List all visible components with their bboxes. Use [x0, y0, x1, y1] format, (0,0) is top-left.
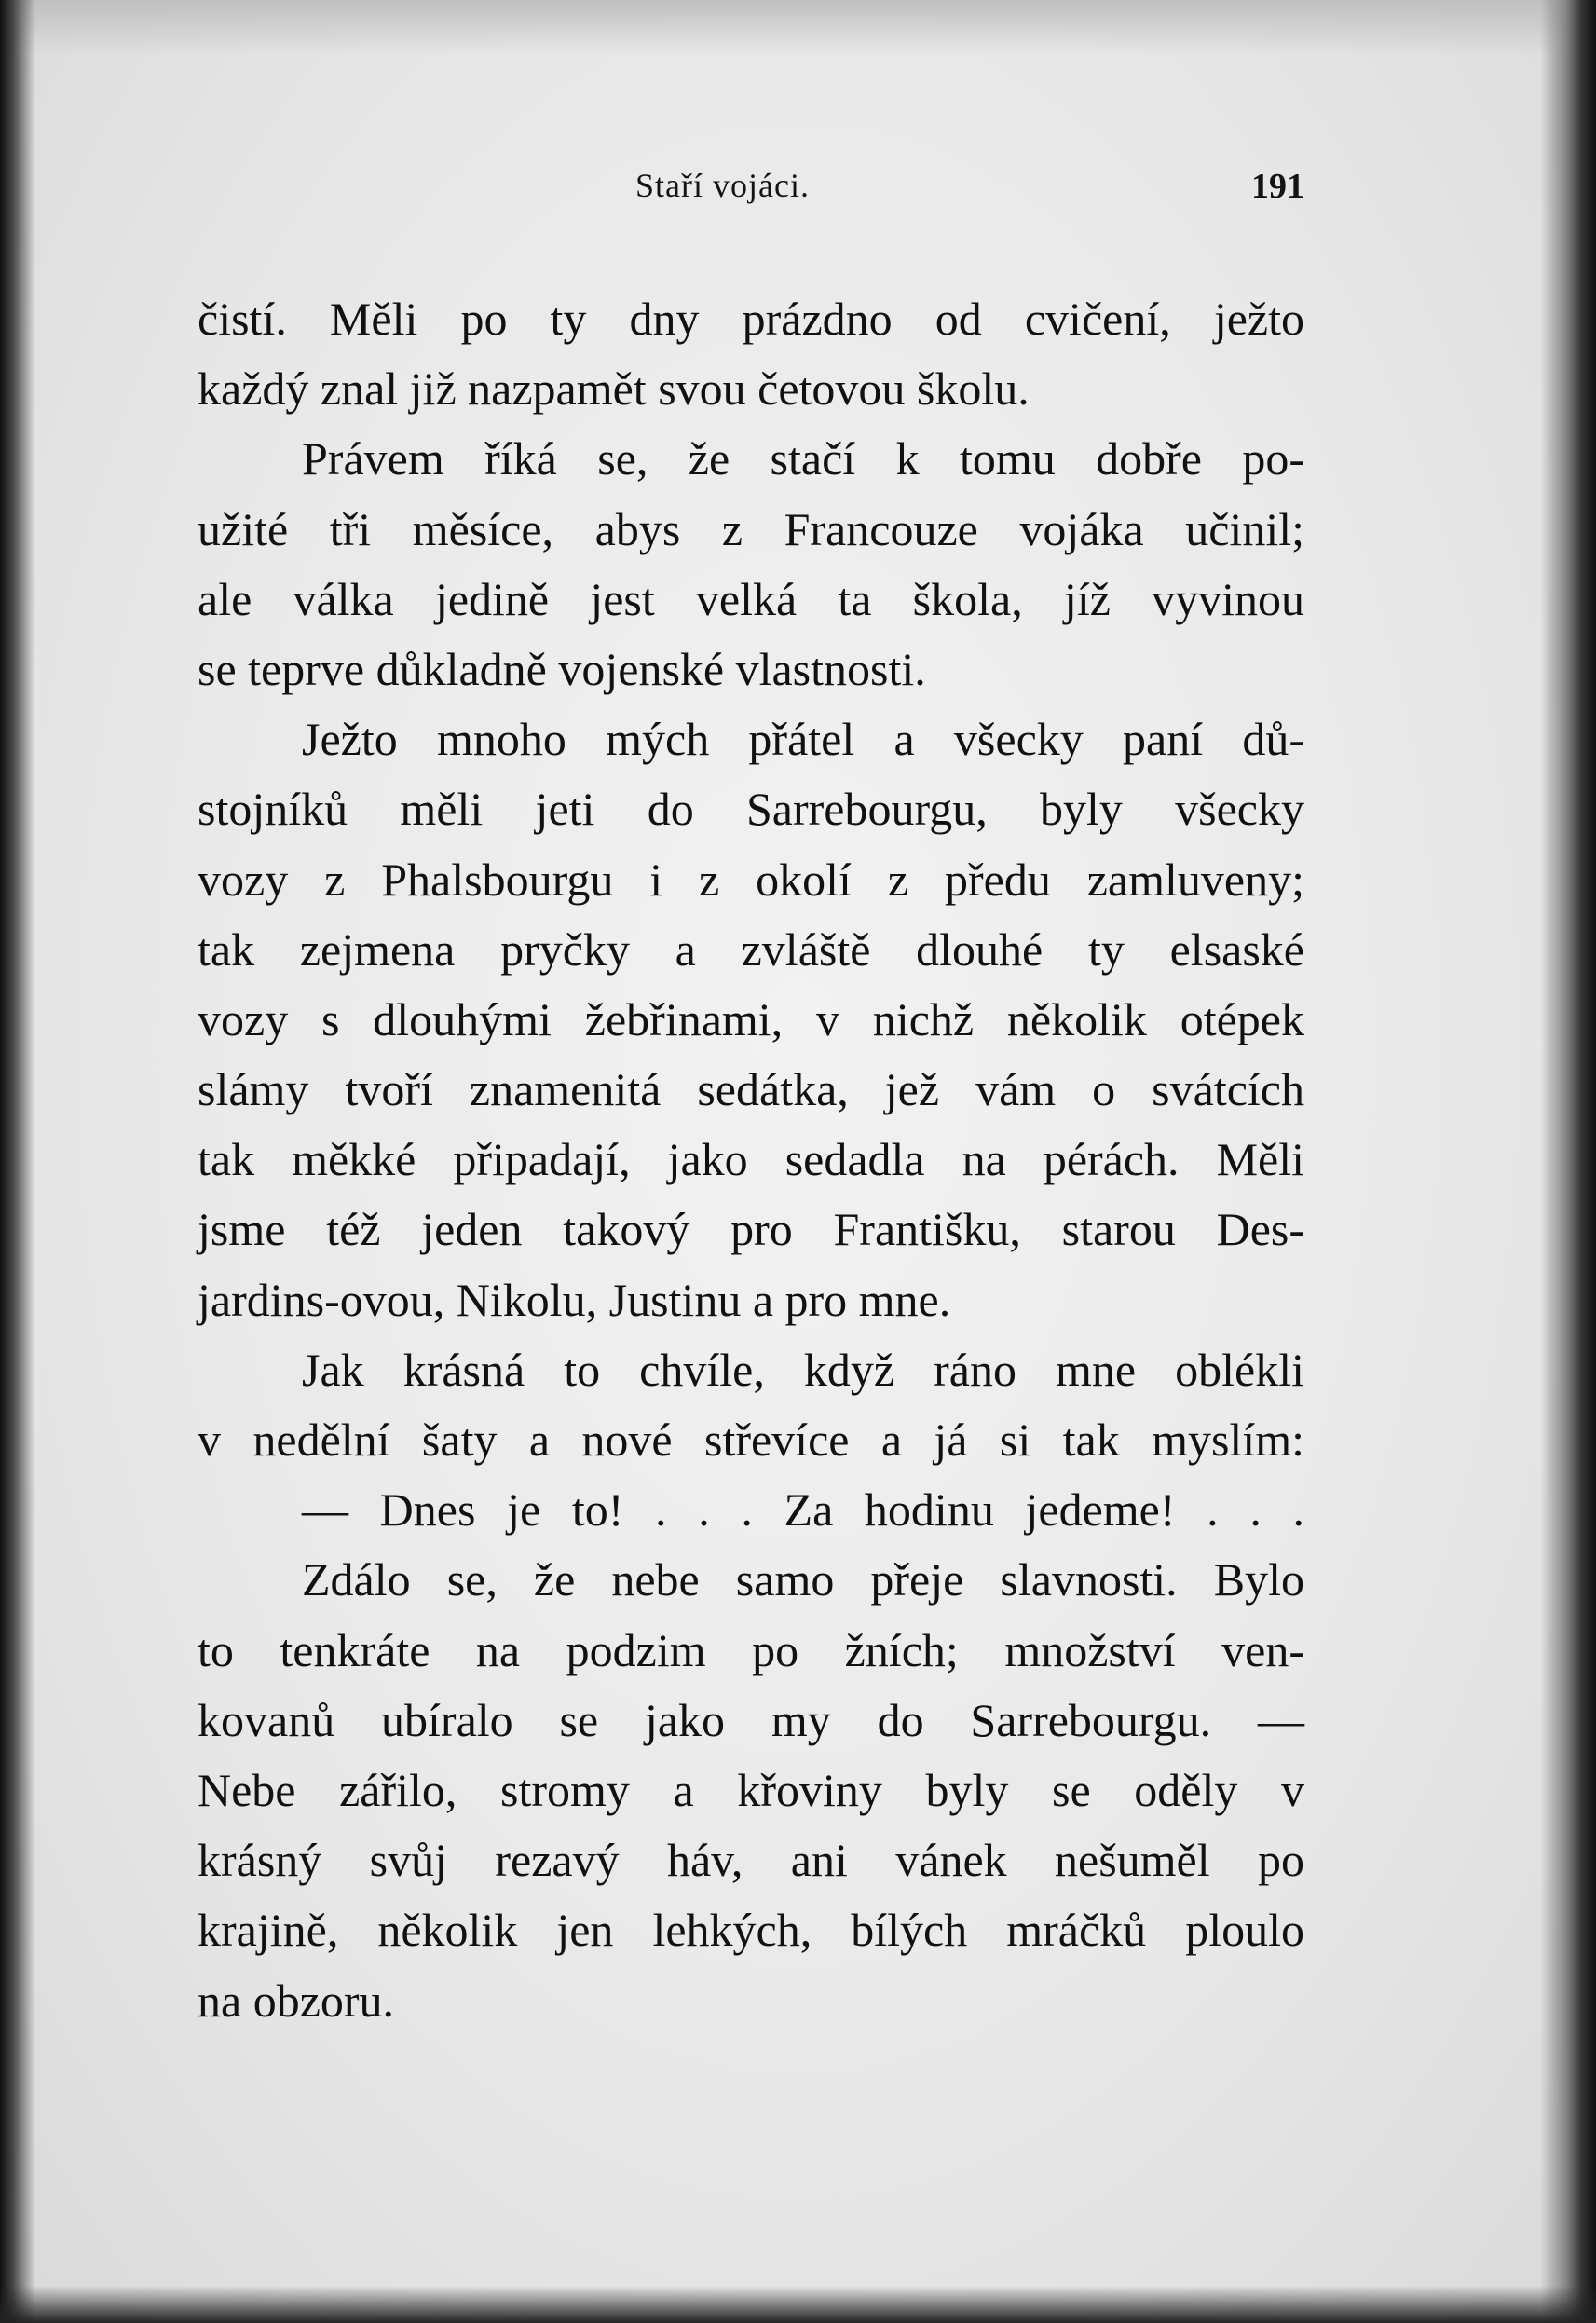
- text-line: krajině, několik jen lehkých, bílých mráčků ploulo: [198, 1904, 1304, 1957]
- scan-shadow-top: [0, 0, 1596, 56]
- text-line: slámy tvoří znamenitá sedátka, jež vám o svátcích: [198, 1063, 1304, 1116]
- text-line: Nebe zářilo, stromy a křoviny byly se oděly v: [198, 1763, 1304, 1816]
- scan-shadow-left: [0, 0, 35, 2323]
- scan-shadow-right: [1540, 0, 1596, 2323]
- text-line: krásný svůj rezavý háv, ani vánek nešuměl po: [198, 1834, 1304, 1887]
- text-line: Jak krásná to chvíle, když ráno mne oblékli: [302, 1343, 1304, 1396]
- text-line: vozy z Phalsbourgu i z okolí z předu zamluveny;: [198, 853, 1304, 906]
- text-line: jsme též jeden takový pro Františku, starou Des-: [198, 1203, 1304, 1256]
- text-line: vozy s dlouhými žebřinami, v nichž několik otépek: [198, 992, 1304, 1045]
- text-line: užité tři měsíce, abys z Francouze vojáka učinil;: [198, 502, 1304, 555]
- text-line: kovanů ubíralo se jako my do Sarrebourgu. —: [198, 1693, 1304, 1746]
- page-number: 191: [1251, 167, 1304, 206]
- text-line: Ježto mnoho mých přátel a všecky paní dů-: [302, 713, 1304, 766]
- text-line: stojníků měli jeti do Sarrebourgu, byly všecky: [198, 783, 1304, 836]
- text-line: to tenkráte na podzim po žních; množství ven-: [198, 1623, 1304, 1676]
- running-title: Staří vojáci.: [635, 167, 810, 204]
- text-line: čistí. Měli po ty dny prázdno od cvičení, ježto: [198, 293, 1304, 345]
- text-line: Zdálo se, že nebe samo přeje slavnosti. Bylo: [302, 1553, 1304, 1606]
- text-line: každý znal již nazpamět svou četovou školu.: [198, 362, 1030, 416]
- text-line: na obzoru.: [198, 1974, 395, 2027]
- text-line: v nedělní šaty a nové střevíce a já si tak myslím:: [198, 1414, 1304, 1466]
- body-text: [198, 284, 1304, 2036]
- text-line: tak zejmena pryčky a zvláště dlouhé ty elsaské: [198, 922, 1304, 976]
- text-line: jardins-ovou, Nikolu, Justinu a pro mne.: [198, 1273, 951, 1326]
- text-line: ale válka jedině jest velká ta škola, jíž vyvinou: [198, 572, 1304, 625]
- running-head: [198, 166, 1304, 212]
- text-line: — Dnes je to! . . . Za hodinu jedeme! . . .: [302, 1483, 1304, 1537]
- text-line: tak měkké připadají, jako sedadla na pérách. Měli: [198, 1133, 1304, 1186]
- scan-shadow-bottom: [0, 2286, 1596, 2323]
- text-line: Právem říká se, že stačí k tomu dobře po-: [302, 432, 1304, 485]
- text-line: se teprve důkladně vojenské vlastnosti.: [198, 642, 926, 695]
